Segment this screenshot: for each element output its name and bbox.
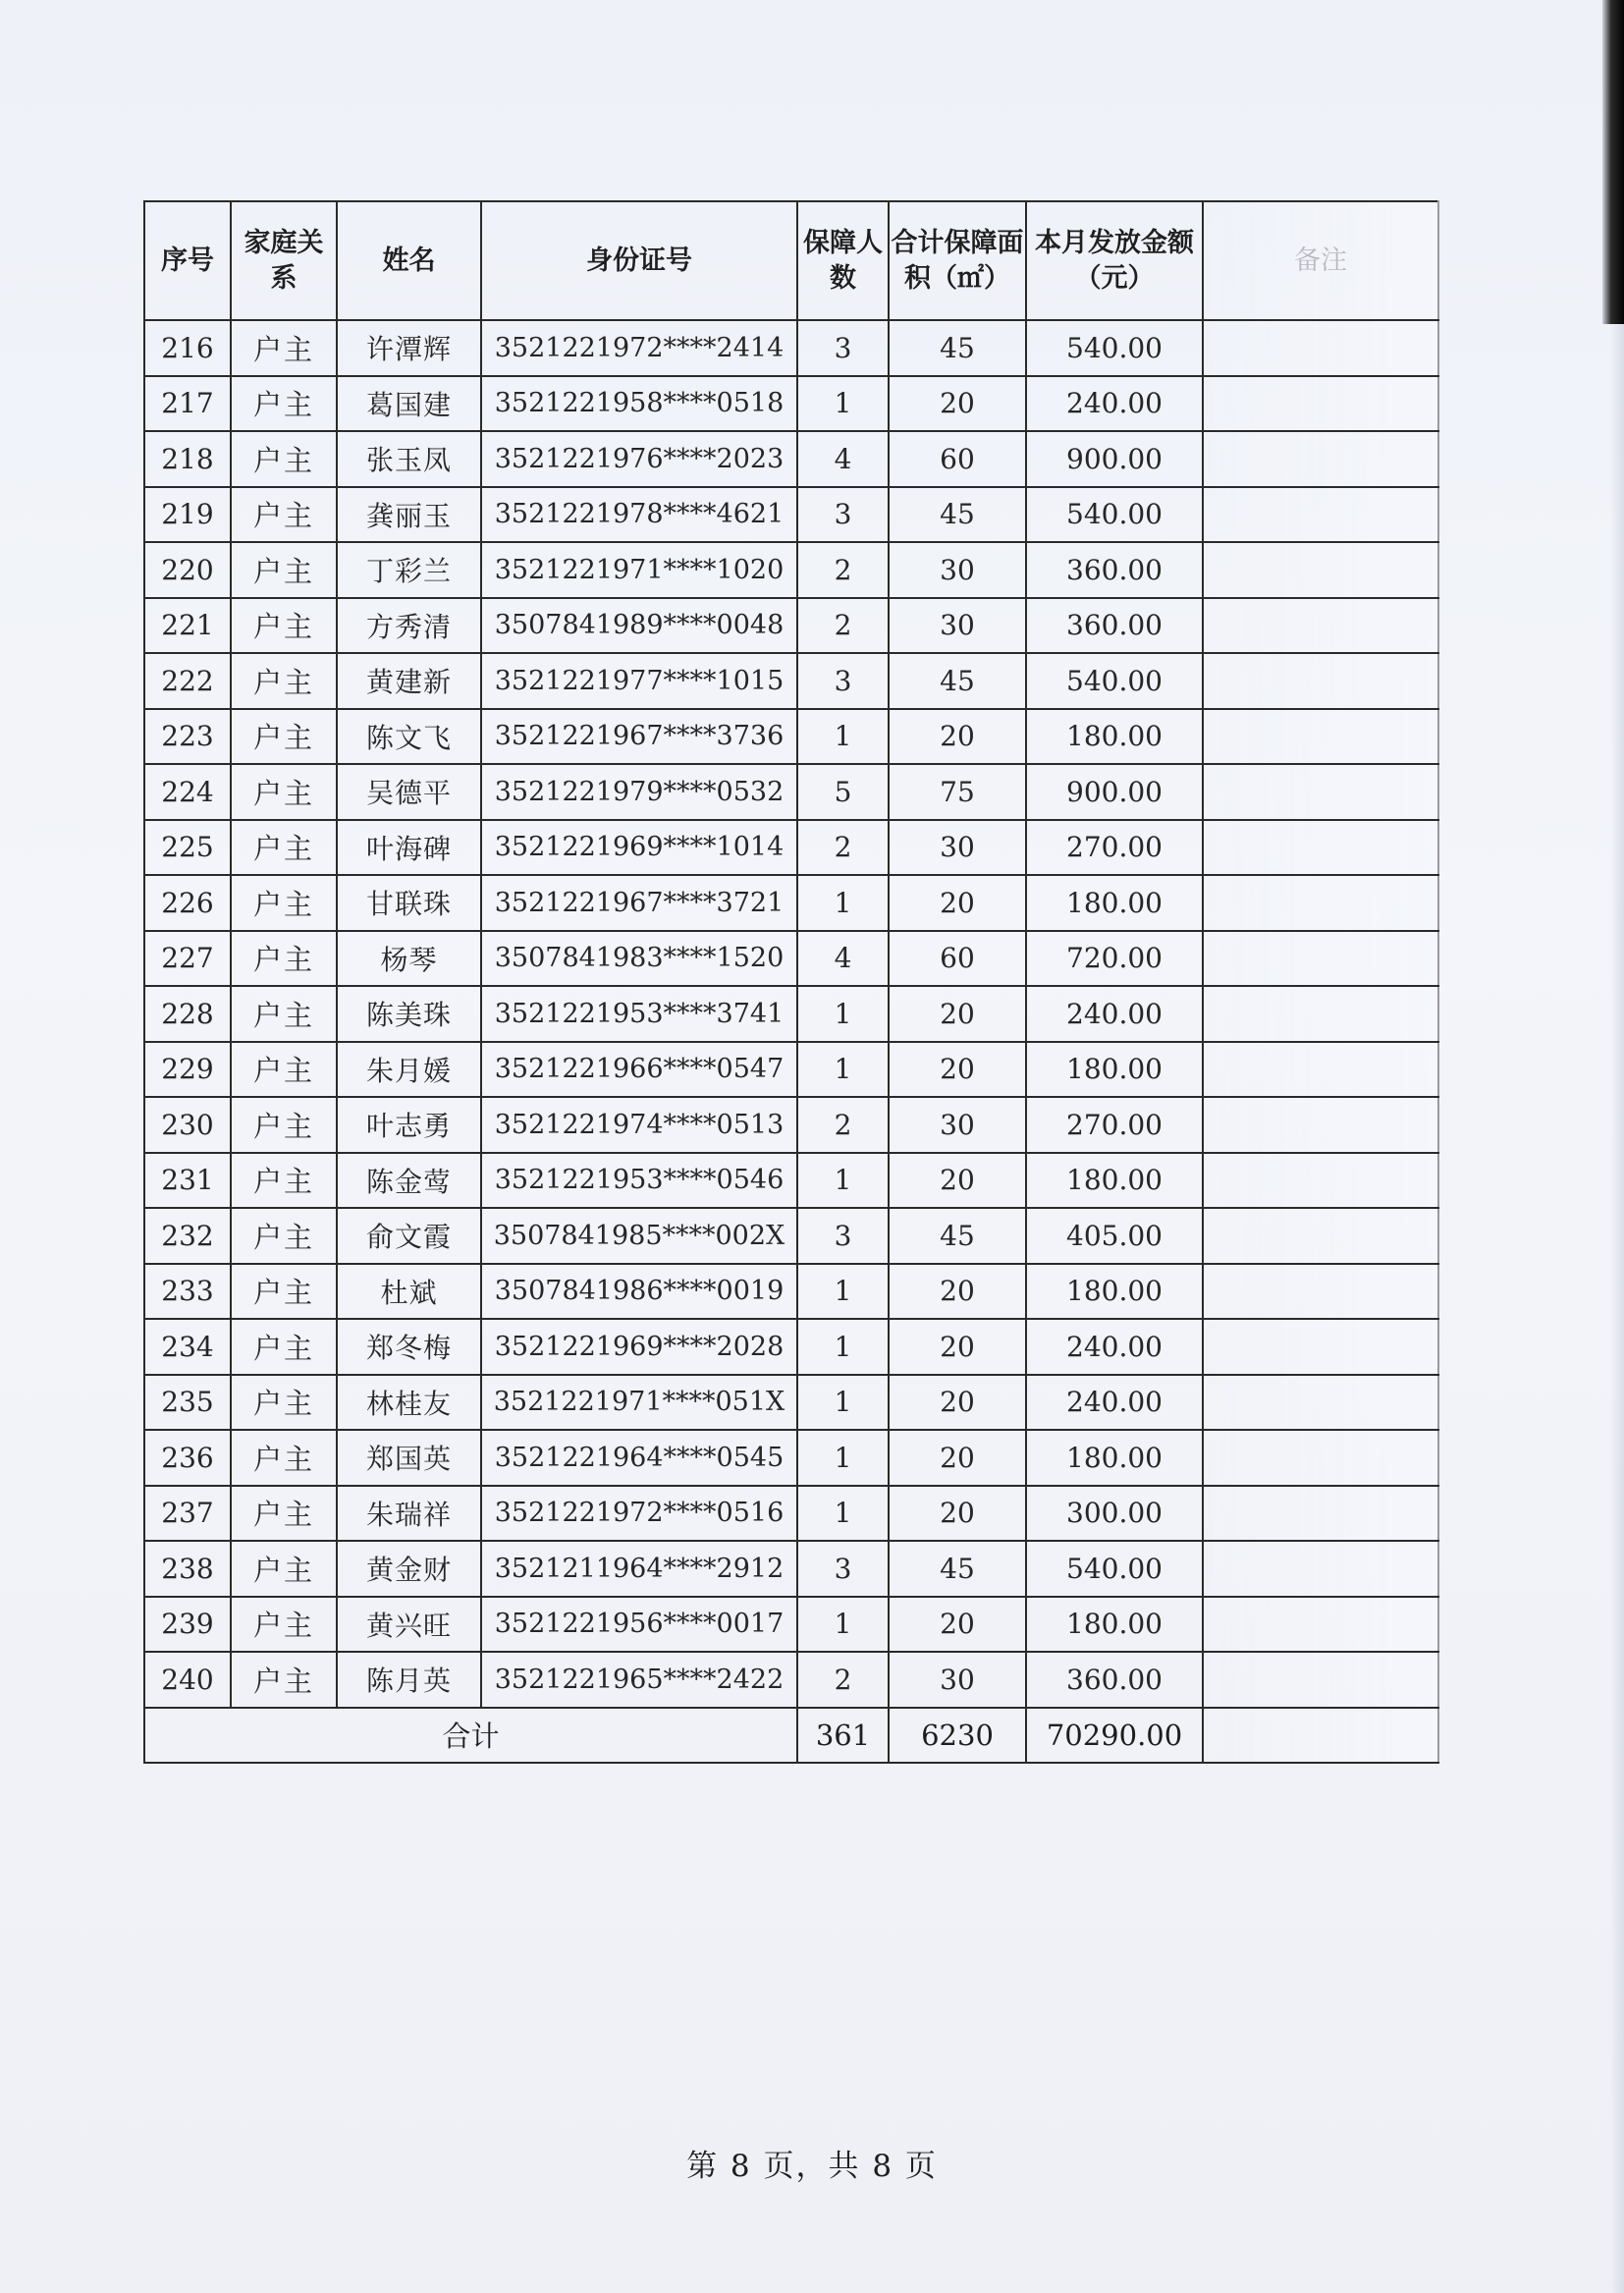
cell-amount: 180.00: [1026, 1430, 1203, 1486]
cell-amount: 360.00: [1026, 598, 1203, 654]
cell-area: 20: [889, 1375, 1026, 1431]
cell-relation: 户主: [231, 1319, 337, 1375]
cell-relation: 户主: [231, 1486, 337, 1542]
cell-name: 叶海碑: [337, 820, 481, 876]
cell-persons: 1: [797, 1042, 889, 1098]
totals-row: [144, 1708, 1438, 1763]
cell-persons: 2: [797, 542, 889, 598]
cell-seq: 228: [144, 986, 231, 1042]
cell-id-number: 3521221967****3721: [481, 875, 797, 931]
cell-id-number: 3521221974****0513: [481, 1097, 797, 1153]
cell-relation: 户主: [231, 320, 337, 376]
cell-name: 陈文飞: [337, 709, 481, 765]
cell-persons: 3: [797, 487, 889, 543]
cell-area: 20: [889, 1597, 1026, 1653]
cell-relation: 户主: [231, 487, 337, 543]
table-row: [144, 764, 1438, 820]
cell-id-number: 3521221978****4621: [481, 487, 797, 543]
cell-name: 陈金莺: [337, 1153, 481, 1209]
cell-remarks: [1203, 431, 1438, 487]
cell-seq: 236: [144, 1430, 231, 1486]
table-row: [144, 1430, 1438, 1486]
cell-seq: 225: [144, 820, 231, 876]
table-header-row: [144, 201, 1438, 320]
cell-seq: 230: [144, 1097, 231, 1153]
subsidy-table: [143, 200, 1439, 1764]
cell-amount: 180.00: [1026, 1264, 1203, 1320]
scan-edge-fade: [1610, 324, 1624, 2293]
cell-id-number: 3521221964****0545: [481, 1430, 797, 1486]
cell-name: 杜斌: [337, 1264, 481, 1320]
cell-remarks: [1203, 1264, 1438, 1320]
cell-name: 叶志勇: [337, 1097, 481, 1153]
cell-area: 20: [889, 1486, 1026, 1542]
table-row: [144, 1652, 1438, 1708]
cell-remarks: [1203, 931, 1438, 987]
cell-amount: 180.00: [1026, 709, 1203, 765]
table-row: [144, 1486, 1438, 1542]
header-remarks: 备注: [1203, 201, 1438, 320]
cell-amount: 240.00: [1026, 986, 1203, 1042]
cell-remarks: [1203, 653, 1438, 709]
table-row: [144, 931, 1438, 987]
header-amount: 本月发放金额（元）: [1026, 201, 1203, 320]
table-row: [144, 431, 1438, 487]
cell-id-number: 3521221971****1020: [481, 542, 797, 598]
cell-seq: 231: [144, 1153, 231, 1209]
cell-remarks: [1203, 487, 1438, 543]
table-row: [144, 1597, 1438, 1653]
cell-amount: 180.00: [1026, 1042, 1203, 1098]
cell-persons: 3: [797, 1208, 889, 1264]
cell-area: 45: [889, 487, 1026, 543]
cell-area: 30: [889, 820, 1026, 876]
cell-persons: 1: [797, 709, 889, 765]
cell-seq: 229: [144, 1042, 231, 1098]
cell-id-number: 3521221956****0017: [481, 1597, 797, 1653]
cell-seq: 238: [144, 1541, 231, 1597]
cell-amount: 360.00: [1026, 542, 1203, 598]
cell-id-number: 3521221977****1015: [481, 653, 797, 709]
cell-area: 20: [889, 875, 1026, 931]
cell-name: 葛国建: [337, 376, 481, 432]
table-row: [144, 1541, 1438, 1597]
cell-amount: 180.00: [1026, 875, 1203, 931]
totals-label: 合计: [144, 1708, 797, 1763]
cell-name: 俞文霞: [337, 1208, 481, 1264]
cell-name: 陈美珠: [337, 986, 481, 1042]
table-row: [144, 542, 1438, 598]
cell-persons: 1: [797, 986, 889, 1042]
table-row: [144, 1153, 1438, 1209]
cell-amount: 900.00: [1026, 764, 1203, 820]
cell-amount: 270.00: [1026, 820, 1203, 876]
cell-area: 45: [889, 320, 1026, 376]
table-row: [144, 598, 1438, 654]
cell-area: 30: [889, 542, 1026, 598]
cell-area: 75: [889, 764, 1026, 820]
table-row: [144, 487, 1438, 543]
cell-area: 20: [889, 376, 1026, 432]
cell-persons: 1: [797, 875, 889, 931]
cell-seq: 234: [144, 1319, 231, 1375]
table-body: [144, 320, 1438, 1708]
cell-id-number: 3521221972****2414: [481, 320, 797, 376]
cell-persons: 1: [797, 1430, 889, 1486]
cell-name: 黄金财: [337, 1541, 481, 1597]
cell-relation: 户主: [231, 653, 337, 709]
cell-id-number: 3507841985****002X: [481, 1208, 797, 1264]
cell-relation: 户主: [231, 820, 337, 876]
header-id-number: 身份证号: [481, 201, 797, 320]
cell-name: 杨琴: [337, 931, 481, 987]
cell-seq: 227: [144, 931, 231, 987]
cell-relation: 户主: [231, 986, 337, 1042]
cell-amount: 240.00: [1026, 376, 1203, 432]
cell-amount: 540.00: [1026, 653, 1203, 709]
cell-relation: 户主: [231, 931, 337, 987]
cell-persons: 1: [797, 1375, 889, 1431]
cell-remarks: [1203, 1208, 1438, 1264]
cell-relation: 户主: [231, 431, 337, 487]
header-relation: 家庭关系: [231, 201, 337, 320]
totals-persons: 361: [797, 1708, 889, 1763]
cell-seq: 240: [144, 1652, 231, 1708]
cell-persons: 4: [797, 931, 889, 987]
cell-id-number: 3521221969****1014: [481, 820, 797, 876]
cell-name: 龚丽玉: [337, 487, 481, 543]
cell-area: 60: [889, 431, 1026, 487]
cell-remarks: [1203, 320, 1438, 376]
cell-name: 许潭辉: [337, 320, 481, 376]
cell-id-number: 3521221971****051X: [481, 1375, 797, 1431]
cell-name: 朱瑞祥: [337, 1486, 481, 1542]
cell-remarks: [1203, 1652, 1438, 1708]
cell-remarks: [1203, 1319, 1438, 1375]
header-seq: 序号: [144, 201, 231, 320]
cell-remarks: [1203, 542, 1438, 598]
cell-seq: 219: [144, 487, 231, 543]
cell-remarks: [1203, 1042, 1438, 1098]
cell-relation: 户主: [231, 1153, 337, 1209]
cell-name: 吴德平: [337, 764, 481, 820]
cell-amount: 300.00: [1026, 1486, 1203, 1542]
cell-id-number: 3521221953****0546: [481, 1153, 797, 1209]
cell-amount: 270.00: [1026, 1097, 1203, 1153]
cell-name: 甘联珠: [337, 875, 481, 931]
cell-name: 郑国英: [337, 1430, 481, 1486]
cell-name: 陈月英: [337, 1652, 481, 1708]
cell-name: 丁彩兰: [337, 542, 481, 598]
cell-id-number: 3521221976****2023: [481, 431, 797, 487]
cell-persons: 1: [797, 1264, 889, 1320]
cell-seq: 233: [144, 1264, 231, 1320]
table-row: [144, 1375, 1438, 1431]
cell-amount: 180.00: [1026, 1153, 1203, 1209]
cell-seq: 220: [144, 542, 231, 598]
cell-id-number: 3507841989****0048: [481, 598, 797, 654]
cell-remarks: [1203, 1375, 1438, 1431]
cell-persons: 2: [797, 1097, 889, 1153]
cell-persons: 1: [797, 376, 889, 432]
cell-id-number: 3521221953****3741: [481, 986, 797, 1042]
cell-remarks: [1203, 598, 1438, 654]
table-row: [144, 1264, 1438, 1320]
cell-seq: 218: [144, 431, 231, 487]
cell-persons: 1: [797, 1597, 889, 1653]
table-row: [144, 1319, 1438, 1375]
cell-seq: 217: [144, 376, 231, 432]
cell-persons: 1: [797, 1153, 889, 1209]
cell-persons: 2: [797, 820, 889, 876]
cell-area: 45: [889, 1541, 1026, 1597]
cell-remarks: [1203, 1153, 1438, 1209]
cell-area: 20: [889, 1264, 1026, 1320]
cell-persons: 1: [797, 1319, 889, 1375]
cell-persons: 3: [797, 653, 889, 709]
cell-amount: 240.00: [1026, 1375, 1203, 1431]
cell-persons: 4: [797, 431, 889, 487]
table-row: [144, 709, 1438, 765]
cell-amount: 360.00: [1026, 1652, 1203, 1708]
cell-remarks: [1203, 376, 1438, 432]
cell-seq: 235: [144, 1375, 231, 1431]
header-name: 姓名: [337, 201, 481, 320]
cell-relation: 户主: [231, 709, 337, 765]
cell-persons: 2: [797, 598, 889, 654]
cell-area: 45: [889, 653, 1026, 709]
cell-seq: 226: [144, 875, 231, 931]
cell-relation: 户主: [231, 764, 337, 820]
cell-id-number: 3521221965****2422: [481, 1652, 797, 1708]
cell-id-number: 3521221966****0547: [481, 1042, 797, 1098]
cell-relation: 户主: [231, 1652, 337, 1708]
cell-persons: 2: [797, 1652, 889, 1708]
cell-area: 20: [889, 1430, 1026, 1486]
cell-amount: 405.00: [1026, 1208, 1203, 1264]
cell-relation: 户主: [231, 1430, 337, 1486]
cell-id-number: 3521211964****2912: [481, 1541, 797, 1597]
cell-amount: 180.00: [1026, 1597, 1203, 1653]
scan-edge-shadow: [1602, 0, 1624, 324]
cell-area: 60: [889, 931, 1026, 987]
cell-remarks: [1203, 1541, 1438, 1597]
table-row: [144, 653, 1438, 709]
cell-name: 张玉凤: [337, 431, 481, 487]
cell-area: 20: [889, 1042, 1026, 1098]
table-row: [144, 875, 1438, 931]
cell-remarks: [1203, 820, 1438, 876]
cell-area: 45: [889, 1208, 1026, 1264]
cell-persons: 3: [797, 320, 889, 376]
cell-id-number: 3507841986****0019: [481, 1264, 797, 1320]
cell-id-number: 3521221979****0532: [481, 764, 797, 820]
cell-area: 30: [889, 598, 1026, 654]
totals-area: 6230: [889, 1708, 1026, 1763]
cell-id-number: 3521221967****3736: [481, 709, 797, 765]
totals-remarks: [1203, 1708, 1438, 1763]
cell-seq: 237: [144, 1486, 231, 1542]
cell-area: 20: [889, 986, 1026, 1042]
table-row: [144, 986, 1438, 1042]
page-indicator: 第 8 页，共 8 页: [686, 2149, 938, 2184]
header-persons: 保障人数: [797, 201, 889, 320]
cell-remarks: [1203, 1430, 1438, 1486]
cell-name: 黄建新: [337, 653, 481, 709]
cell-remarks: [1203, 764, 1438, 820]
cell-remarks: [1203, 875, 1438, 931]
cell-relation: 户主: [231, 598, 337, 654]
cell-relation: 户主: [231, 1097, 337, 1153]
table-row: [144, 1042, 1438, 1098]
cell-relation: 户主: [231, 1208, 337, 1264]
cell-area: 30: [889, 1652, 1026, 1708]
table-row: [144, 376, 1438, 432]
cell-remarks: [1203, 986, 1438, 1042]
cell-relation: 户主: [231, 1042, 337, 1098]
cell-area: 20: [889, 1153, 1026, 1209]
header-area: 合计保障面积（㎡）: [889, 201, 1026, 320]
cell-relation: 户主: [231, 542, 337, 598]
cell-area: 20: [889, 709, 1026, 765]
cell-amount: 900.00: [1026, 431, 1203, 487]
cell-seq: 224: [144, 764, 231, 820]
cell-relation: 户主: [231, 1597, 337, 1653]
cell-id-number: 3521221969****2028: [481, 1319, 797, 1375]
cell-remarks: [1203, 1097, 1438, 1153]
cell-amount: 540.00: [1026, 320, 1203, 376]
cell-name: 黄兴旺: [337, 1597, 481, 1653]
cell-persons: 3: [797, 1541, 889, 1597]
cell-amount: 240.00: [1026, 1319, 1203, 1375]
table-row: [144, 1208, 1438, 1264]
cell-seq: 221: [144, 598, 231, 654]
cell-relation: 户主: [231, 1375, 337, 1431]
cell-name: 朱月媛: [337, 1042, 481, 1098]
cell-seq: 216: [144, 320, 231, 376]
cell-name: 郑冬梅: [337, 1319, 481, 1375]
cell-id-number: 3507841983****1520: [481, 931, 797, 987]
table-row: [144, 320, 1438, 376]
cell-relation: 户主: [231, 376, 337, 432]
cell-persons: 1: [797, 1486, 889, 1542]
cell-seq: 232: [144, 1208, 231, 1264]
cell-amount: 720.00: [1026, 931, 1203, 987]
cell-remarks: [1203, 1597, 1438, 1653]
cell-seq: 223: [144, 709, 231, 765]
cell-area: 30: [889, 1097, 1026, 1153]
cell-relation: 户主: [231, 1264, 337, 1320]
cell-remarks: [1203, 1486, 1438, 1542]
cell-seq: 239: [144, 1597, 231, 1653]
cell-id-number: 3521221958****0518: [481, 376, 797, 432]
cell-relation: 户主: [231, 1541, 337, 1597]
cell-name: 林桂友: [337, 1375, 481, 1431]
cell-relation: 户主: [231, 875, 337, 931]
table-row: [144, 820, 1438, 876]
cell-amount: 540.00: [1026, 1541, 1203, 1597]
cell-amount: 540.00: [1026, 487, 1203, 543]
cell-id-number: 3521221972****0516: [481, 1486, 797, 1542]
table-row: [144, 1097, 1438, 1153]
cell-remarks: [1203, 709, 1438, 765]
cell-area: 20: [889, 1319, 1026, 1375]
cell-persons: 5: [797, 764, 889, 820]
totals-amount: 70290.00: [1026, 1708, 1203, 1763]
cell-seq: 222: [144, 653, 231, 709]
cell-name: 方秀清: [337, 598, 481, 654]
